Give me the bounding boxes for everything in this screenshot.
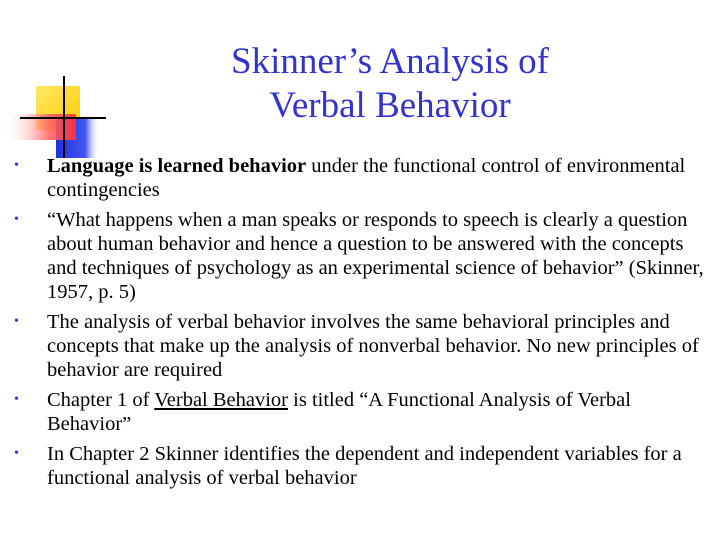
slide-title [120,40,660,128]
title-line-1: Skinner’s Analysis of [231,41,549,82]
title-line-2: Verbal Behavior [269,85,511,126]
bullet-marker-icon: • [14,212,19,227]
book-title-underlined: Verbal Behavior [154,389,289,411]
bullet-list [14,154,704,496]
bullet-item [14,442,704,490]
bullet-4-text-after: is titled “A Functional Analysis of Verbal Behavior” [47,389,631,435]
bullet-marker-icon: • [14,446,19,461]
bullet-3-text: The analysis of verbal behavior involves the same behavioral principles and concepts that make up the analysis of nonverbal behavior. No new principles of behavior are required [47,311,699,381]
bullet-item [14,208,704,304]
bullet-2-text: “What happens when a man speaks or responds to speech is clearly a question about human behavior and hence a question to be answered with the concepts and techniques of psychology as an experimental science of behavior” (Skinner, 1957, p. 5) [47,209,704,303]
bullet-1-bold-text: Language is learned behavior [47,155,307,177]
bullet-5-text: In Chapter 2 Skinner identifies the dependent and independent variables for a functional analysis of verbal behavior [47,443,682,489]
bullet-item [14,310,704,382]
bullet-item [14,154,704,202]
bullet-marker-icon: • [14,314,19,329]
bullet-1-text: under the functional control of environmental contingencies [47,155,686,201]
decorative-logo [0,0,110,160]
bullet-item [14,388,704,436]
bullet-marker-icon: • [14,158,19,173]
bullet-marker-icon: • [14,392,19,407]
bullet-4-text-before: Chapter 1 of [47,389,155,411]
